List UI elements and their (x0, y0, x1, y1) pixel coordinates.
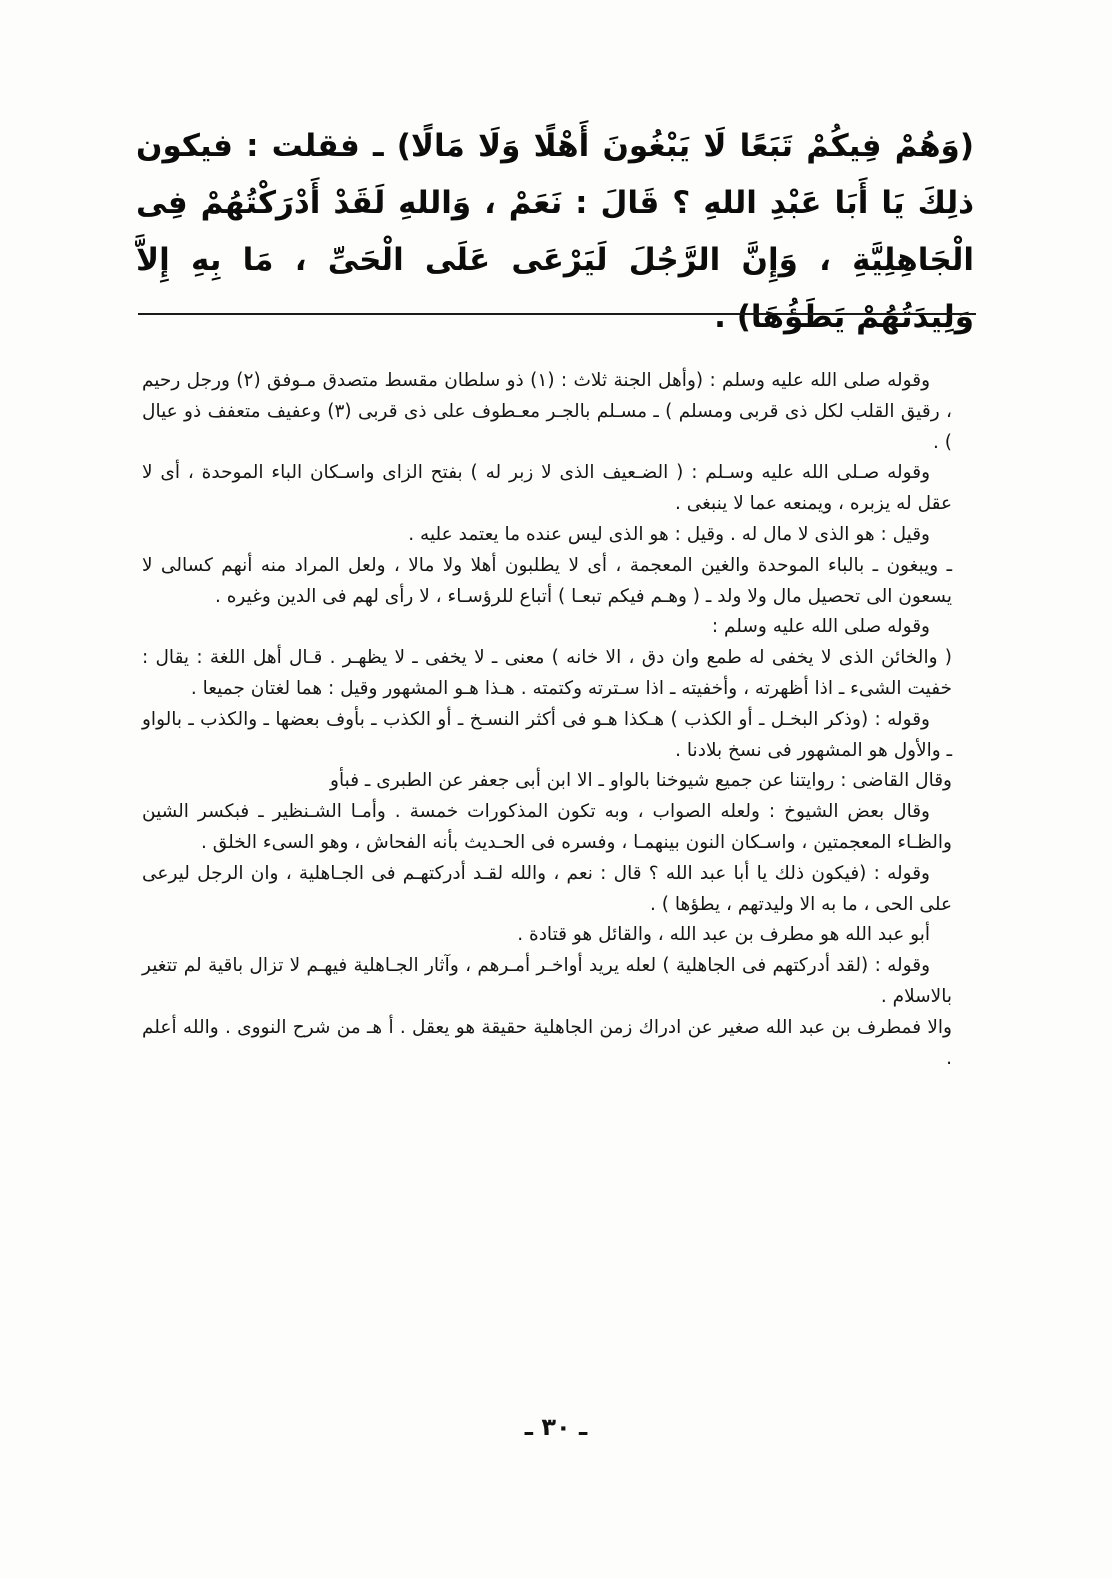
commentary-paragraph: أبو عبد الله هو مطرف بن عبد الله ، والقائل هو قتادة . (517, 924, 930, 946)
commentary-paragraph: وقوله : (وذكر البخـل ـ أو الكذب ) هـكذا هـو فى أكثر النسـخ ـ أو الكذب ـ بأوف بعضها ـ والكذب ـ بالواو ـ والأول هو المشهور فى نسخ بلادنا . (142, 708, 952, 761)
commentary-body (142, 366, 952, 1074)
commentary-paragraph: والا فمطرف بن عبد الله صغير عن ادراك زمن الجاهلية حقيقة هو يعقل . أ هـ من شرح النووى . والله أعلم . (142, 1016, 952, 1069)
commentary-paragraph: وقال بعض الشيوخ : ولعله الصواب ، وبه تكون المذكورات خمسة . وأمـا الشـنظير ـ فبكسر الشين والظـاء المعجمتين ، واسـكان النون بينهمـا ، وفسره فى الحـديث بأنه الفحاش ، وهو السىء الخلق . (142, 801, 952, 853)
hadith-text: (وَهُمْ فِيكُمْ تَبَعًا لَا يَبْغُونَ أَهْلًا وَلَا مَالًا) ـ فقلت : فيكون ذلِكَ يَا أَبَا عَبْدِ اللهِ ؟ قَالَ : نَعَمْ ، وَاللهِ لَقَدْ أَدْرَكْتُهُمْ فِى الْجَاهِلِيَّةِ ، وَإِنَّ الرَّجُلَ لَيَرْعَى عَلَى الْحَىِّ ، مَا بِهِ إِلاَّ وَلِيدَتُهُمْ يَطَؤُهَا) . (136, 128, 974, 335)
section-divider (138, 313, 976, 315)
commentary-paragraph: وقوله صـلى الله عليه وسـلم : ( الضـعيف الذى لا زبر له ) بفتح الزاى واسـكان الباء الموحدة ، أى لا عقل له يزبره ، ويمنعه عما لا ينبغى . (142, 462, 952, 515)
commentary-paragraph: وقال القاضى : روايتنا عن جميع شيوخنا بالواو ـ الا ابن أبى جعفر عن الطبرى ـ فبأو (330, 770, 952, 792)
commentary-paragraph: ( والخائن الذى لا يخفى له طمع وان دق ، الا خانه ) معنى ـ لا يخفى ـ لا يظهـر . قـال أهل اللغة : يقال : خفيت الشىء ـ اذا أظهرته ، وأخفيته ـ اذا سـترته وكتمته . هـذا هـو المشهور وقيل : هما لغتان جميعا . (142, 647, 952, 699)
commentary-paragraph: وقوله : (فيكون ذلك يا أبا عبد الله ؟ قال : نعم ، والله لقـد أدركتهـم فى الجـاهلية ، وان الرجل ليرعى على الحى ، ما به الا وليدتهم ، يطؤها ) . (142, 862, 952, 915)
commentary-paragraph: وقوله : (لقد أدركتهم فى الجاهلية ) لعله يريد أواخـر أمـرهم ، وآثار الجـاهلية فيهـم لا تزال باقية لم تتغير بالاسلام . (142, 955, 952, 1007)
page-number: ـ ٣٠ ـ (524, 1413, 588, 1441)
commentary-paragraph: وقوله صلى الله عليه وسلم : (711, 616, 930, 638)
commentary-paragraph: ـ ويبغون ـ بالباء الموحدة والغين المعجمة ، أى لا يطلبون أهلا ولا مالا ، ولعل المراد منه أنهم كسالى لا يسعون الى تحصيل مال ولا ولد ـ ( وهـم فيكم تبعـا ) أتباع للرؤسـاء ، لا رأى لهم فى الدين وغيره . (142, 554, 952, 607)
commentary-paragraph: وقوله صلى الله عليه وسلم : (وأهل الجنة ثلاث : (١) ذو سلطان مقسط متصدق مـوفق (٢) ورجل رحيم ، رقيق القلب لكل ذى قربى ومسلم ) ـ مسـلم بالجـر معـطوف على ذى قربى (٣) وعفيف متعفف ذو عيال ) . (142, 370, 952, 453)
commentary-paragraph: وقيل : هو الذى لا مال له . وقيل : هو الذى ليس عنده ما يعتمد عليه . (408, 523, 930, 545)
